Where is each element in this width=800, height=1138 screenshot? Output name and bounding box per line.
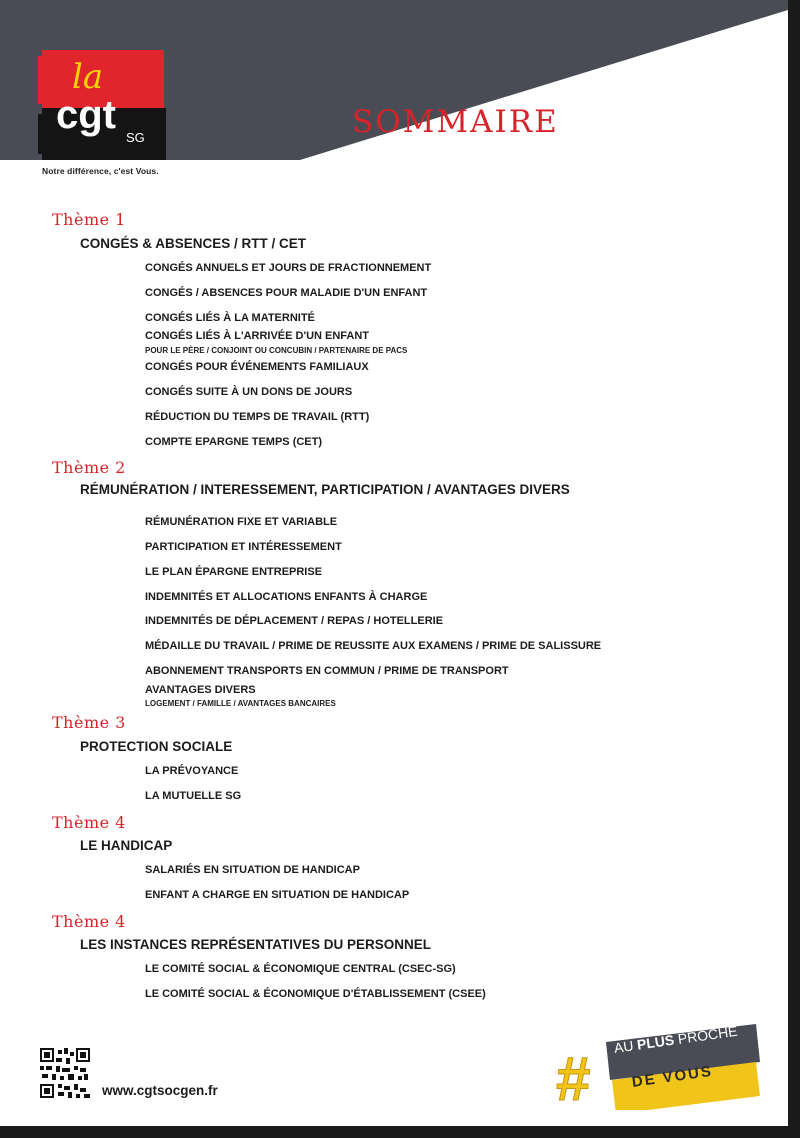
toc-item: AVANTAGES DIVERS [145,684,256,696]
theme-5-label: Thème 4 [52,912,126,931]
svg-text:la: la [72,57,104,97]
theme-3-title: PROTECTION SOCIALE [80,739,233,754]
website-link[interactable]: www.cgtsocgen.fr [102,1083,218,1098]
toc-item: LE COMITÉ SOCIAL & ÉCONOMIQUE D'ÉTABLISSEMENT (CSEE) [145,988,486,1000]
toc-item: COMPTE EPARGNE TEMPS (CET) [145,436,323,448]
toc-item: LE COMITÉ SOCIAL & ÉCONOMIQUE CENTRAL (CSEC-SG) [145,963,456,975]
qr-code [40,1048,90,1098]
toc-item: LE PLAN ÉPARGNE ENTREPRISE [145,566,323,578]
toc-item: CONGÉS SUITE À UN DONS DE JOURS [145,386,353,398]
slogan-line-1: AU PLUS PROCHE [612,1022,739,1056]
toc-item: MÉDAILLE DU TRAVAIL / PRIME DE REUSSITE AUX EXAMENS / PRIME DE SALISSURE [145,640,602,652]
svg-text:cgt: cgt [56,93,116,137]
toc-item: CONGÉS / ABSENCES POUR MALADIE D'UN ENFANT [145,287,428,299]
theme-4-title: LE HANDICAP [80,838,173,853]
theme-1-title: CONGÉS & ABSENCES / RTT / CET [80,236,307,251]
toc-item: ENFANT A CHARGE EN SITUATION DE HANDICAP [145,889,410,901]
toc-item: LA MUTUELLE SG [145,790,242,802]
toc-item: CONGÉS LIÉS À LA MATERNITÉ [145,312,315,324]
toc-item-subtitle: LOGEMENT / FAMILLE / AVANTAGES BANCAIRES [145,699,336,708]
toc-item: CONGÉS LIÉS À L'ARRIVÉE D'UN ENFANT [145,330,370,342]
theme-3-label: Thème 3 [52,713,126,732]
theme-2-label: Thème 2 [52,458,126,477]
theme-5-title: LES INSTANCES REPRÉSENTATIVES DU PERSONNEL [80,937,432,952]
toc-item: LA PRÉVOYANCE [145,765,239,777]
theme-1-label: Thème 1 [52,210,126,229]
toc-item: RÉDUCTION DU TEMPS DE TRAVAIL (RTT) [145,411,370,423]
svg-text:SG: SG [126,130,145,145]
toc-item: ABONNEMENT TRANSPORTS EN COMMUN / PRIME DE TRANSPORT [145,665,509,677]
toc-item: INDEMNITÉS ET ALLOCATIONS ENFANTS À CHARGE [145,591,428,603]
logo-tagline: Notre différence, c'est Vous. [42,166,159,176]
toc-item: PARTICIPATION ET INTÉRESSEMENT [145,541,342,553]
cgt-logo [38,44,168,164]
toc-item-subtitle: POUR LE PÈRE / CONJOINT OU CONCUBIN / PARTENAIRE DE PACS [145,346,408,355]
toc-item: RÉMUNÉRATION FIXE ET VARIABLE [145,516,338,528]
toc-item: CONGÉS POUR ÉVÉNEMENTS FAMILIAUX [145,361,369,373]
theme-4-label: Thème 4 [52,813,126,832]
theme-2-title: RÉMUNÉRATION / INTERESSEMENT, PARTICIPATION / AVANTAGES DIVERS [80,482,570,497]
slogan-line-2: DE VOUS [630,1062,714,1091]
svg-text:#: # [556,1045,591,1110]
toc-item: SALARIÉS EN SITUATION DE HANDICAP [145,864,360,876]
toc-item: INDEMNITÉS DE DÉPLACEMENT / REPAS / HOTELLERIE [145,615,444,627]
page-title: SOMMAIRE [352,104,559,140]
toc-item: CONGÉS ANNUELS ET JOURS DE FRACTIONNEMENT [145,262,432,274]
